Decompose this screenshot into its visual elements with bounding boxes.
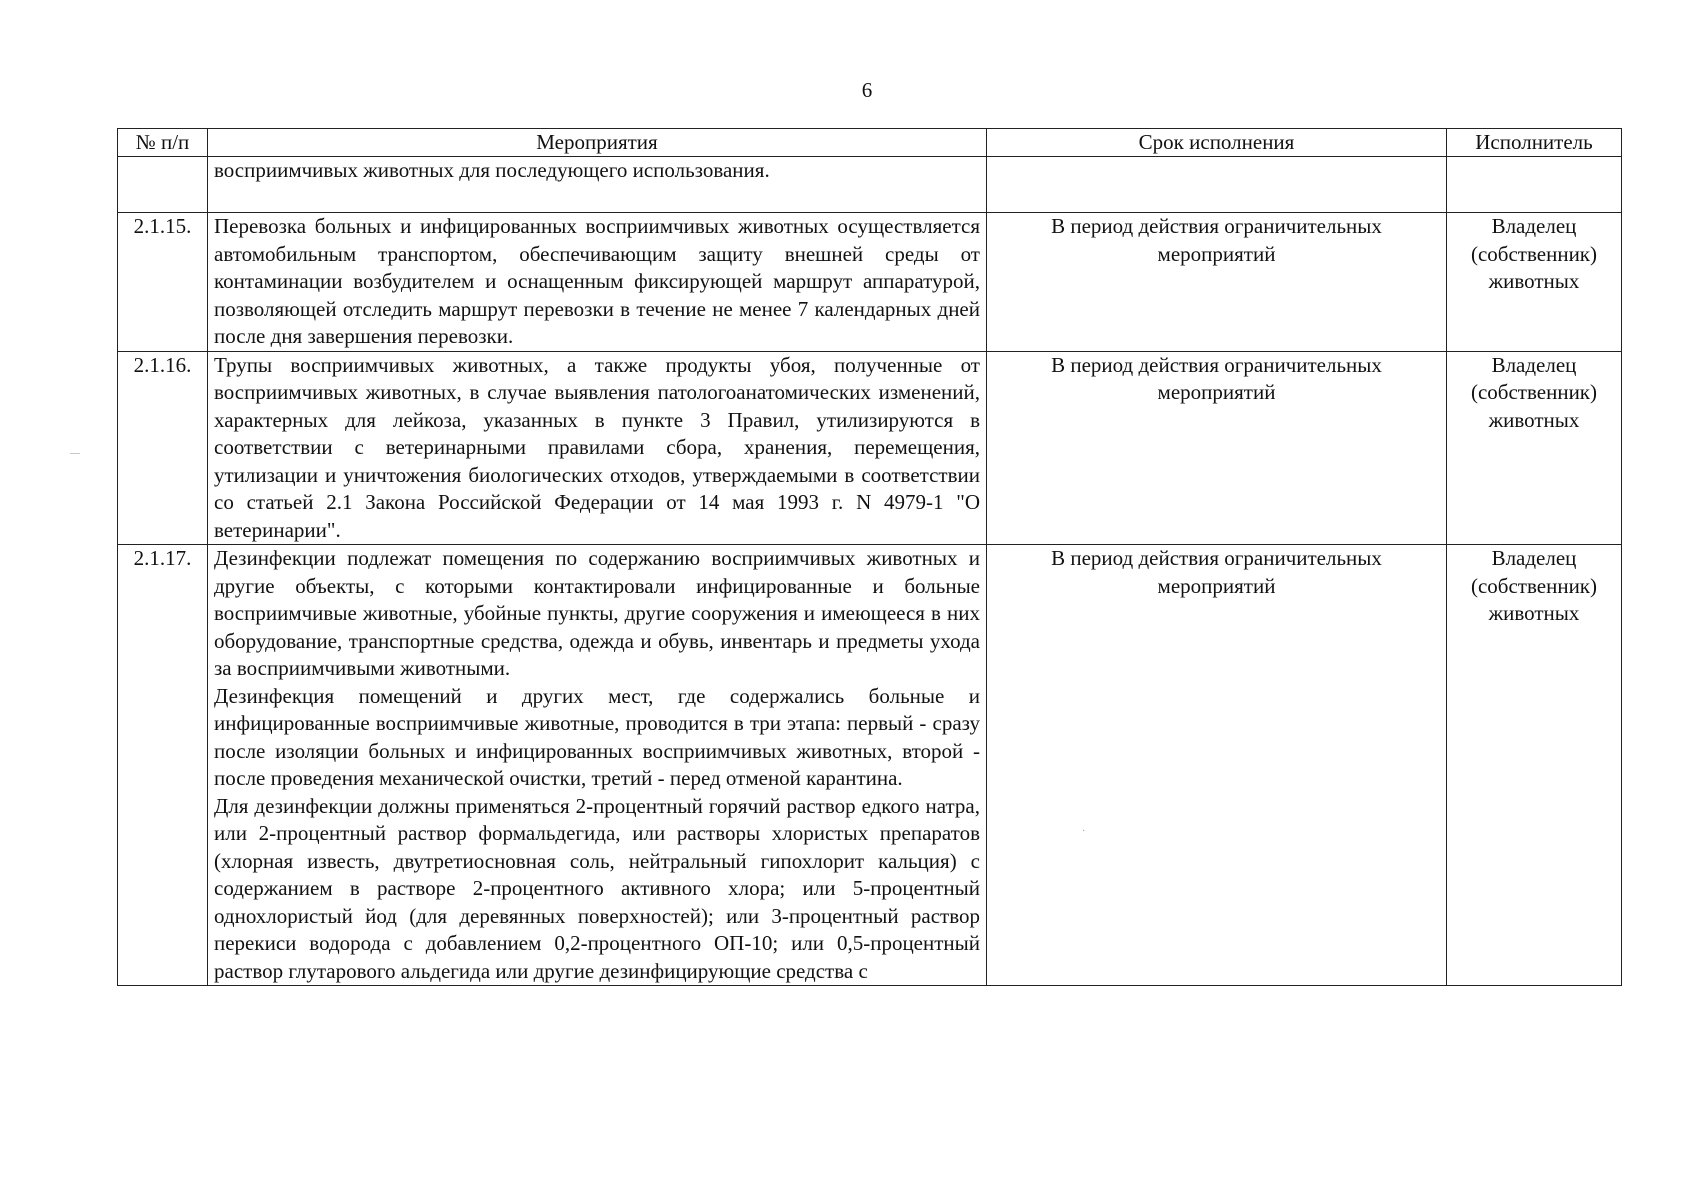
column-header-number: № п/п (118, 129, 208, 157)
row-term: В период действия ограничительных мероприятий (987, 213, 1447, 352)
measure-paragraph: Дезинфекции подлежат помещения по содержанию восприимчивых животных и другие объекты, с которыми контактировали инфицированные и больные восприимчивые животные, убойные пункты, другие сооружения и имеющееся в них оборудование, транспортные средства, одежда и обувь, инвентарь и предметы ухода за восприимчивыми животными. (214, 546, 980, 680)
row-measure (208, 351, 987, 545)
table-row (118, 157, 1622, 213)
row-executor (1447, 157, 1622, 213)
row-number (118, 157, 208, 213)
column-header-executor: Исполнитель (1447, 129, 1622, 157)
measure-paragraph: восприимчивых животных для последующего использования. (214, 158, 770, 182)
row-number: 2.1.16. (118, 351, 208, 545)
scan-mark: — (70, 448, 80, 459)
row-term (987, 157, 1447, 213)
measure-paragraph: Дезинфекция помещений и других мест, где содержались больные и инфицированные восприимчивые животные, проводится в три этапа: первый - сразу после изоляции больных и инфицированных восприимчивых животных, второй - после проведения механической очистки, третий - перед отменой карантина. (214, 683, 980, 790)
measure-paragraph: Трупы восприимчивых животных, а также продукты убоя, полученные от восприимчивых животных, в случае выявления патологоанатомических изменений, характерных для лейкоза, указанных в пункте 3 Правил, утилизируются в соответствии с ветеринарными правилами сбора, хранения, перемещения, утилизации и уничтожения биологических отходов, утверждаемыми в соответствии со статьей 2.1 Закона Российской Федерации от 14 мая 1993 г. N 4979-1 "О ветеринарии". (214, 352, 980, 542)
measure-paragraph: Перевозка больных и инфицированных восприимчивых животных осуществляется автомобильным транспортом, обеспечивающим защиту внешней среды от контаминации возбудителем и оснащенным фиксирующей маршрут аппаратурой, позволяющей отследить маршрут перевозки в течение не менее 7 календарных дней после дня завершения перевозки. (214, 214, 980, 348)
row-number: 2.1.17. (118, 545, 208, 986)
scan-mark: · (1082, 826, 1086, 837)
row-measure (208, 545, 987, 986)
row-executor: Владелец (собственник) животных (1447, 213, 1622, 352)
row-number: 2.1.15. (118, 213, 208, 352)
table-row (118, 213, 1622, 352)
row-measure (208, 213, 987, 352)
column-header-measures: Мероприятия (208, 129, 987, 157)
table-row (118, 545, 1622, 986)
table-row (118, 351, 1622, 545)
row-term: В период действия ограничительных мероприятий (987, 545, 1447, 986)
row-term: В период действия ограничительных мероприятий (987, 351, 1447, 545)
row-measure (208, 157, 987, 213)
measures-table (117, 128, 1622, 986)
table-header-row (118, 129, 1622, 157)
column-header-term: Срок исполнения (987, 129, 1447, 157)
measure-paragraph: Для дезинфекции должны применяться 2-процентный горячий раствор едкого натра, или 2-процентный раствор формальдегида, или растворы хлористых препаратов (хлорная известь, двутретиосновная соль, нейтральный гипохлорит кальция) с содержанием в растворе 2-процентного активного хлора; или 5-процентный однохлористый йод (для деревянных поверхностей); или 3-процентный раствор перекиси водорода с добавлением 0,2-процентного ОП-10; или 0,5-процентный раствор глутарового альдегида или другие дезинфицирующие средства с (214, 793, 980, 983)
row-executor: Владелец (собственник) животных (1447, 351, 1622, 545)
row-executor: Владелец (собственник) животных (1447, 545, 1622, 986)
page-number: 6 (861, 78, 873, 102)
